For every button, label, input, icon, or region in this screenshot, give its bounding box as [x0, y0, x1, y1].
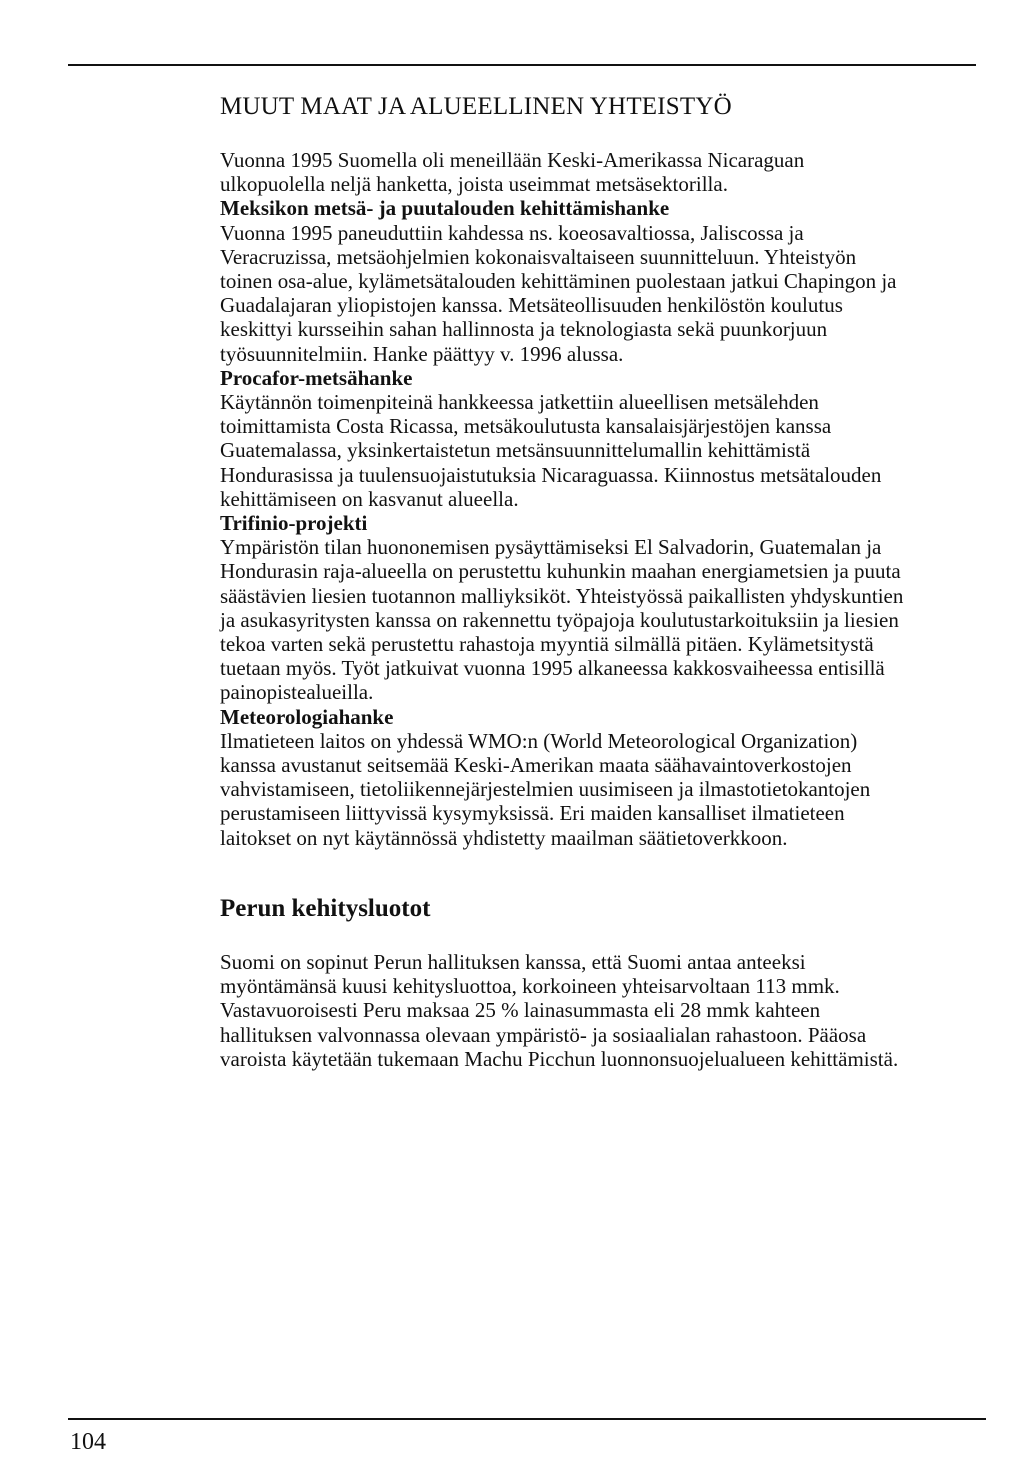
subsection-text-trifinio: Ympäristön tilan huononemisen pysäyttämiseksi El Salvadorin, Guatemalan ja Hondurasin raja-alueella on perustettu kuhunkin maahan energiametsien ja puuta säästävien liesien tuotannon malliyksiköt. Yhteistyössä paikallisten yhdyskuntien ja asukasyritysten kanssa on rakennettu työpajoja koulutustarkoituksiin ja liesien tekoa varten sekä perustettu rahastoja myyntiä silmällä pitäen. Kylämetsitystä tuetaan myös. Työt jatkuivat vuonna 1995 alkaneessa kakkosvaiheessa entisillä painopistealueilla. — [220, 535, 904, 705]
subsection-heading-procafor: Procafor-metsähanke — [220, 365, 413, 390]
subsection-heading-meteorologia: Meteorologiahanke — [220, 704, 394, 729]
section-title-perun-kehitysluotot: Perun kehitysluotot — [220, 894, 431, 922]
bottom-rule — [68, 1418, 986, 1420]
subsection-text-meteorologia: Ilmatieteen laitos on yhdessä WMO:n (World Meteorological Organization) kanssa avustanut seitsemää Keski-Amerikan maata säähavaintoverkostojen vahvistamiseen, tietoliikennejärjestelmien uusimiseen ja ilmastotietokantojen perustamiseen liittyvissä kysymyksissä. Eri maiden kansalliset ilmatieteen laitokset on nyt käytännössä yhdistetty maailman säätietoverkkoon. — [220, 728, 871, 850]
intro-paragraph: Vuonna 1995 Suomella oli meneillään Keski-Amerikassa Nicaraguan ulkopuolella neljä hanketta, joista useimmat metsäsektorilla. — [220, 148, 805, 197]
subsection-text-procafor: Käytännön toimenpiteinä hankkeessa jatkettiin alueellisen metsälehden toimittamista Costa Ricassa, metsäkoulutusta kansalaisjärjestöjen kanssa Guatemalassa, yksinkertaistetun metsänsuunnittelumallin kehittämistä Hondurasissa ja tuulensuojaistutuksia Nicaraguassa. Kiinnostus metsätalouden kehittämiseen on kasvanut alueella. — [220, 390, 882, 511]
subsection-text-meksiko: Vuonna 1995 paneuduttiin kahdessa ns. koeosavaltiossa, Jaliscossa ja Veracruzissa, metsäohjelmien kokonaisvaltaiseen suunnitteluun. Yhteistyön toinen osa-alue, kylämetsätalouden kehittäminen puolestaan jatkui Chapingon ja Guadalajaran yliopistojen kanssa. Metsäteollisuuden henkilöstön koulutus keskittyi kursseihin sahan hallinnosta ja teknologiasta sekä puunkorjuun työsuunnitelmiin. Hanke päättyy v. 1996 alussa. — [220, 220, 897, 366]
section-title-muut-maat: MUUT MAAT JA ALUEELLINEN YHTEISTYÖ — [220, 93, 732, 120]
page-number: 104 — [70, 1429, 106, 1455]
top-rule — [68, 64, 976, 66]
perun-kehitysluotot-text: Suomi on sopinut Perun hallituksen kanssa, että Suomi antaa anteeksi myöntämänsä kuusi kehitysluottoa, korkoineen yhteisarvoltaan 113 mmk. Vastavuoroisesti Peru maksaa 25 % lainasummasta eli 28 mmk kahteen hallituksen valvonnassa olevaan ympäristö- ja sosiaalialan rahastoon. Pääosa varoista käytetään tukemaan Machu Picchun luonnonsuojelualueen kehittämistä. — [220, 949, 899, 1071]
subsection-heading-trifinio: Trifinio-projekti — [220, 511, 368, 536]
page-content — [220, 92, 910, 1071]
subsection-heading-meksiko: Meksikon metsä- ja puutalouden kehittämishanke — [220, 196, 670, 221]
